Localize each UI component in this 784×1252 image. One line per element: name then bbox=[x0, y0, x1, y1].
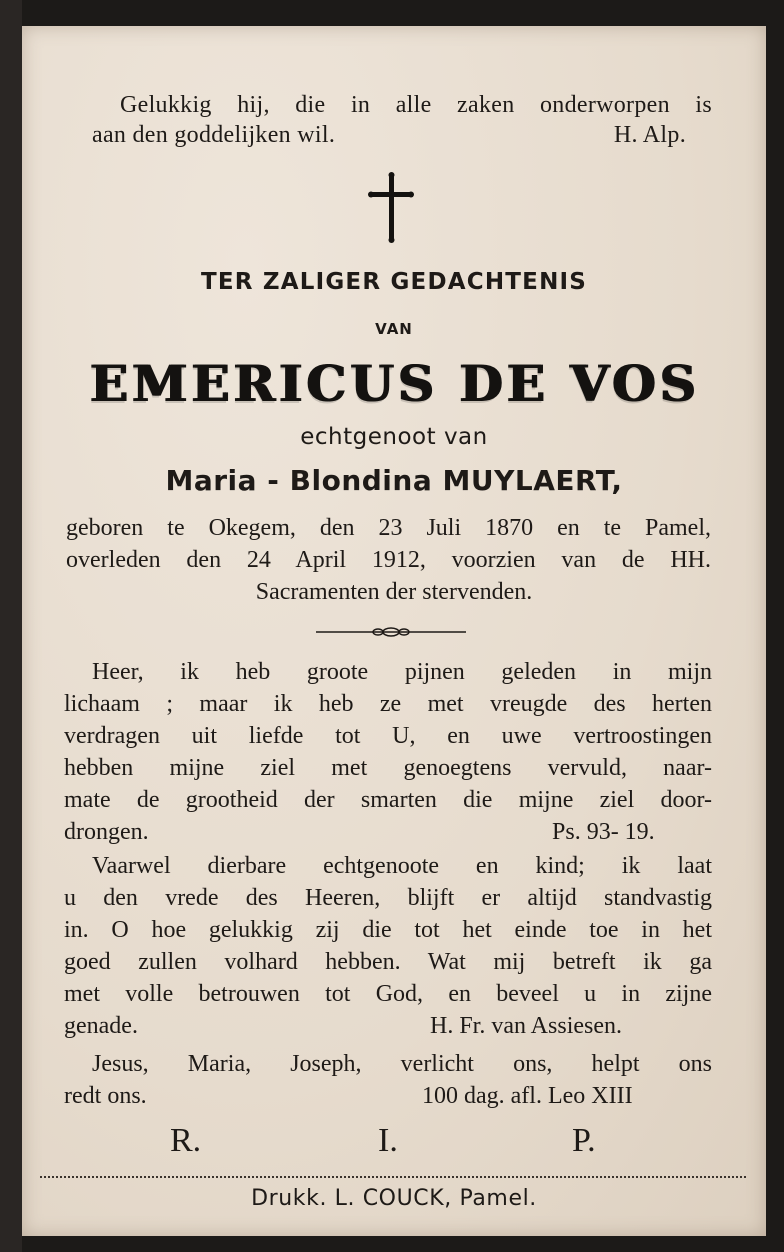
epigraph bbox=[92, 90, 712, 150]
prayer1-source: Ps. 93- 19. bbox=[552, 819, 655, 845]
bio-line-1: geboren te Okegem, den 23 Juli 1870 en te Pamel, bbox=[66, 515, 711, 541]
card-border bbox=[0, 0, 22, 1252]
ornament-divider bbox=[314, 624, 468, 640]
deceased-name: EMERICUS DE VOS bbox=[89, 354, 699, 413]
rip-letter-p: P. bbox=[572, 1122, 596, 1159]
cross-icon bbox=[368, 172, 414, 244]
rip-letter-r: R. bbox=[170, 1122, 202, 1159]
prayer3-line-1: Jesus, Maria, Joseph, verlicht ons, helpt ons bbox=[92, 1051, 712, 1077]
epigraph-line-1: Gelukkig hij, die in alle zaken onderworpen is bbox=[120, 92, 712, 118]
prayer1-line-4: hebben mijne ziel met genoegtens vervuld, naar- bbox=[64, 755, 712, 781]
prayer1-line-1: Heer, ik heb groote pijnen geleden in mijn bbox=[92, 659, 712, 685]
bio-line-2: overleden den 24 April 1912, voorzien van de HH. bbox=[66, 547, 711, 573]
prayer1-line-2: lichaam ; maar ik heb ze met vreugde des herten bbox=[64, 691, 712, 717]
bottom-rule bbox=[40, 1176, 746, 1178]
epigraph-line-2: aan den goddelijken wil. bbox=[92, 122, 336, 148]
spouse-name: Maria - Blondina MUYLAERT, bbox=[165, 464, 623, 497]
prayer2-source: H. Fr. van Assiesen. bbox=[430, 1013, 622, 1039]
van-label: VAN bbox=[375, 320, 413, 338]
prayer1-line-3: verdragen uit liefde tot U, en uwe vertroostingen bbox=[64, 723, 712, 749]
prayer3-source: 100 dag. afl. Leo XIII bbox=[422, 1083, 633, 1109]
memorial-card bbox=[22, 26, 766, 1236]
rip-letter-i: I. bbox=[378, 1122, 398, 1159]
prayer2-last-line: genade. bbox=[64, 1013, 138, 1039]
prayer2-line-4: goed zullen volhard hebben. Wat mij betreft ik ga bbox=[64, 949, 712, 975]
prayer2-line-3: in. O hoe gelukkig zij die tot het einde toe in het bbox=[64, 917, 712, 943]
prayer2-line-1: Vaarwel dierbare echtgenoote en kind; ik laat bbox=[92, 853, 712, 879]
prayer3-last-line: redt ons. bbox=[64, 1083, 147, 1109]
prayer1-line-5: mate de grootheid der smarten die mijne ziel door- bbox=[64, 787, 712, 813]
printer-credit: Drukk. L. COUCK, Pamel. bbox=[251, 1186, 537, 1211]
prayer1-last-line: drongen. bbox=[64, 819, 149, 845]
prayer2-line-5: met volle betrouwen tot God, en beveel u in zijne bbox=[64, 981, 712, 1007]
epigraph-source: H. Alp. bbox=[613, 122, 686, 148]
spouse-intro: echtgenoot van bbox=[300, 424, 488, 450]
prayer2-line-2: u den vrede des Heeren, blijft er altijd standvastig bbox=[64, 885, 712, 911]
bio-line-3: Sacramenten der stervenden. bbox=[255, 579, 533, 605]
memorial-heading: TER ZALIGER GEDACHTENIS bbox=[200, 269, 588, 295]
